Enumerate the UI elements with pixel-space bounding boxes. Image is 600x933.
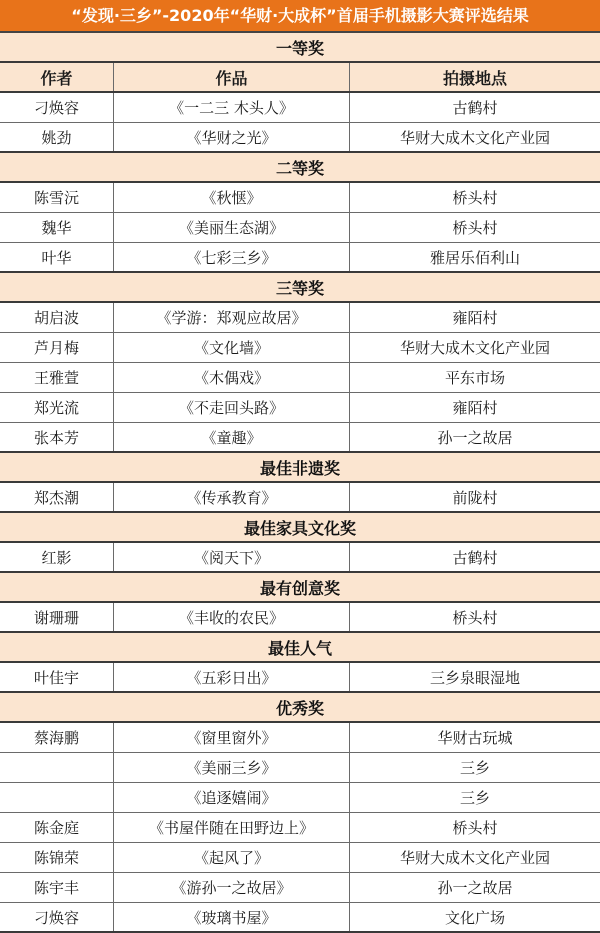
table-row xyxy=(0,333,600,363)
column-header: 拍摄地点 xyxy=(350,63,600,91)
section-title: 一等奖 xyxy=(0,33,600,63)
work-cell: 《追逐嬉闹》 xyxy=(114,783,350,812)
work-cell: 《玻璃书屋》 xyxy=(114,903,350,931)
table-row xyxy=(0,903,600,933)
location-cell: 华财大成木文化产业园 xyxy=(399,339,550,357)
author-cell: 郑光流 xyxy=(0,393,114,422)
author-cell xyxy=(0,753,114,782)
work-cell: 《书屋伴随在田野边上》 xyxy=(114,813,350,842)
work-cell: 《学游：郑观应故居》 xyxy=(114,303,350,332)
work-cell: 《华财之光》 xyxy=(114,123,350,151)
author-cell: 陈金庭 xyxy=(0,813,114,842)
location-cell: 雍陌村 xyxy=(452,309,498,327)
table-row xyxy=(0,243,600,273)
table-row xyxy=(0,213,600,243)
work-cell: 《游孙一之故居》 xyxy=(114,873,350,902)
author-cell: 陈雪沅 xyxy=(0,183,114,212)
table-row xyxy=(0,783,600,813)
table-row xyxy=(0,603,600,633)
location-cell: 华财大成木文化产业园 xyxy=(399,849,550,867)
table-row xyxy=(0,543,600,573)
author-cell: 刁焕容 xyxy=(0,93,114,122)
location-cell: 华财古玩城 xyxy=(437,729,513,747)
location-cell: 前陇村 xyxy=(452,488,498,507)
location-cell: 文化广场 xyxy=(444,908,505,927)
location-cell: 桥头村 xyxy=(452,189,498,207)
location-cell: 三乡 xyxy=(459,789,490,807)
work-cell: 《起风了》 xyxy=(114,843,350,872)
author-cell xyxy=(0,783,114,812)
table-row xyxy=(0,183,600,213)
location-cell: 古鹤村 xyxy=(452,548,498,567)
author-cell: 王雅萱 xyxy=(0,363,114,392)
author-cell: 陈宇丰 xyxy=(0,873,114,902)
table-row xyxy=(0,663,600,693)
location-cell: 孙一之故居 xyxy=(437,879,513,897)
header-row xyxy=(0,63,600,93)
table-row xyxy=(0,93,600,123)
author-cell: 蔡海鹏 xyxy=(0,723,114,752)
table-row xyxy=(0,423,600,453)
author-cell: 叶华 xyxy=(0,243,114,271)
table-row xyxy=(0,123,600,153)
author-cell: 张本芳 xyxy=(0,423,114,451)
work-cell: 《丰收的农民》 xyxy=(114,603,350,631)
section-title: 优秀奖 xyxy=(0,693,600,723)
table-row xyxy=(0,393,600,423)
results-table xyxy=(0,33,600,933)
table-row xyxy=(0,843,600,873)
work-cell: 《木偶戏》 xyxy=(114,363,350,392)
location-cell: 雅居乐佰利山 xyxy=(429,248,520,267)
section-title: 二等奖 xyxy=(0,153,600,183)
author-cell: 郑杰潮 xyxy=(0,483,114,511)
section-title: 三等奖 xyxy=(0,273,600,303)
work-cell: 《美丽生态湖》 xyxy=(114,213,350,242)
work-cell: 《文化墙》 xyxy=(114,333,350,362)
author-cell: 红影 xyxy=(0,543,114,571)
table-row xyxy=(0,723,600,753)
location-cell: 桥头村 xyxy=(452,608,498,627)
work-cell: 《秋惬》 xyxy=(114,183,350,212)
location-cell: 雍陌村 xyxy=(452,399,498,417)
table-row xyxy=(0,483,600,513)
column-header: 作品 xyxy=(114,63,350,91)
work-cell: 《阅天下》 xyxy=(114,543,350,571)
author-cell: 芦月梅 xyxy=(0,333,114,362)
table-row xyxy=(0,363,600,393)
work-cell: 《美丽三乡》 xyxy=(114,753,350,782)
work-cell: 《传承教育》 xyxy=(114,483,350,511)
location-cell: 古鹤村 xyxy=(452,99,498,117)
location-cell: 桥头村 xyxy=(452,219,498,237)
location-cell: 三乡泉眼湿地 xyxy=(429,668,520,687)
section-title: 最有创意奖 xyxy=(0,573,600,603)
work-cell: 《一二三 木头人》 xyxy=(114,93,350,122)
section-title: 最佳非遗奖 xyxy=(0,453,600,483)
location-cell: 桥头村 xyxy=(452,819,498,837)
location-cell: 平东市场 xyxy=(444,369,505,387)
author-cell: 刁焕容 xyxy=(0,903,114,931)
work-cell: 《五彩日出》 xyxy=(114,663,350,691)
table-row xyxy=(0,753,600,783)
work-cell: 《窗里窗外》 xyxy=(114,723,350,752)
author-cell: 姚劲 xyxy=(0,123,114,151)
work-cell: 《七彩三乡》 xyxy=(114,243,350,271)
author-cell: 陈锦荣 xyxy=(0,843,114,872)
work-cell: 《不走回头路》 xyxy=(114,393,350,422)
section-title: 最佳家具文化奖 xyxy=(0,513,600,543)
table-row xyxy=(0,813,600,843)
column-header: 作者 xyxy=(0,63,114,91)
location-cell: 孙一之故居 xyxy=(437,428,513,447)
author-cell: 胡启波 xyxy=(0,303,114,332)
work-cell: 《童趣》 xyxy=(114,423,350,451)
author-cell: 叶佳宇 xyxy=(0,663,114,691)
page-title: “发现·三乡”-2020年“华财·大成杯”首届手机摄影大赛评选结果 xyxy=(0,0,600,33)
table-row xyxy=(0,873,600,903)
location-cell: 三乡 xyxy=(459,759,490,777)
author-cell: 谢珊珊 xyxy=(0,603,114,631)
section-title: 最佳人气 xyxy=(0,633,600,663)
location-cell: 华财大成木文化产业园 xyxy=(399,128,550,147)
author-cell: 魏华 xyxy=(0,213,114,242)
table-row xyxy=(0,303,600,333)
